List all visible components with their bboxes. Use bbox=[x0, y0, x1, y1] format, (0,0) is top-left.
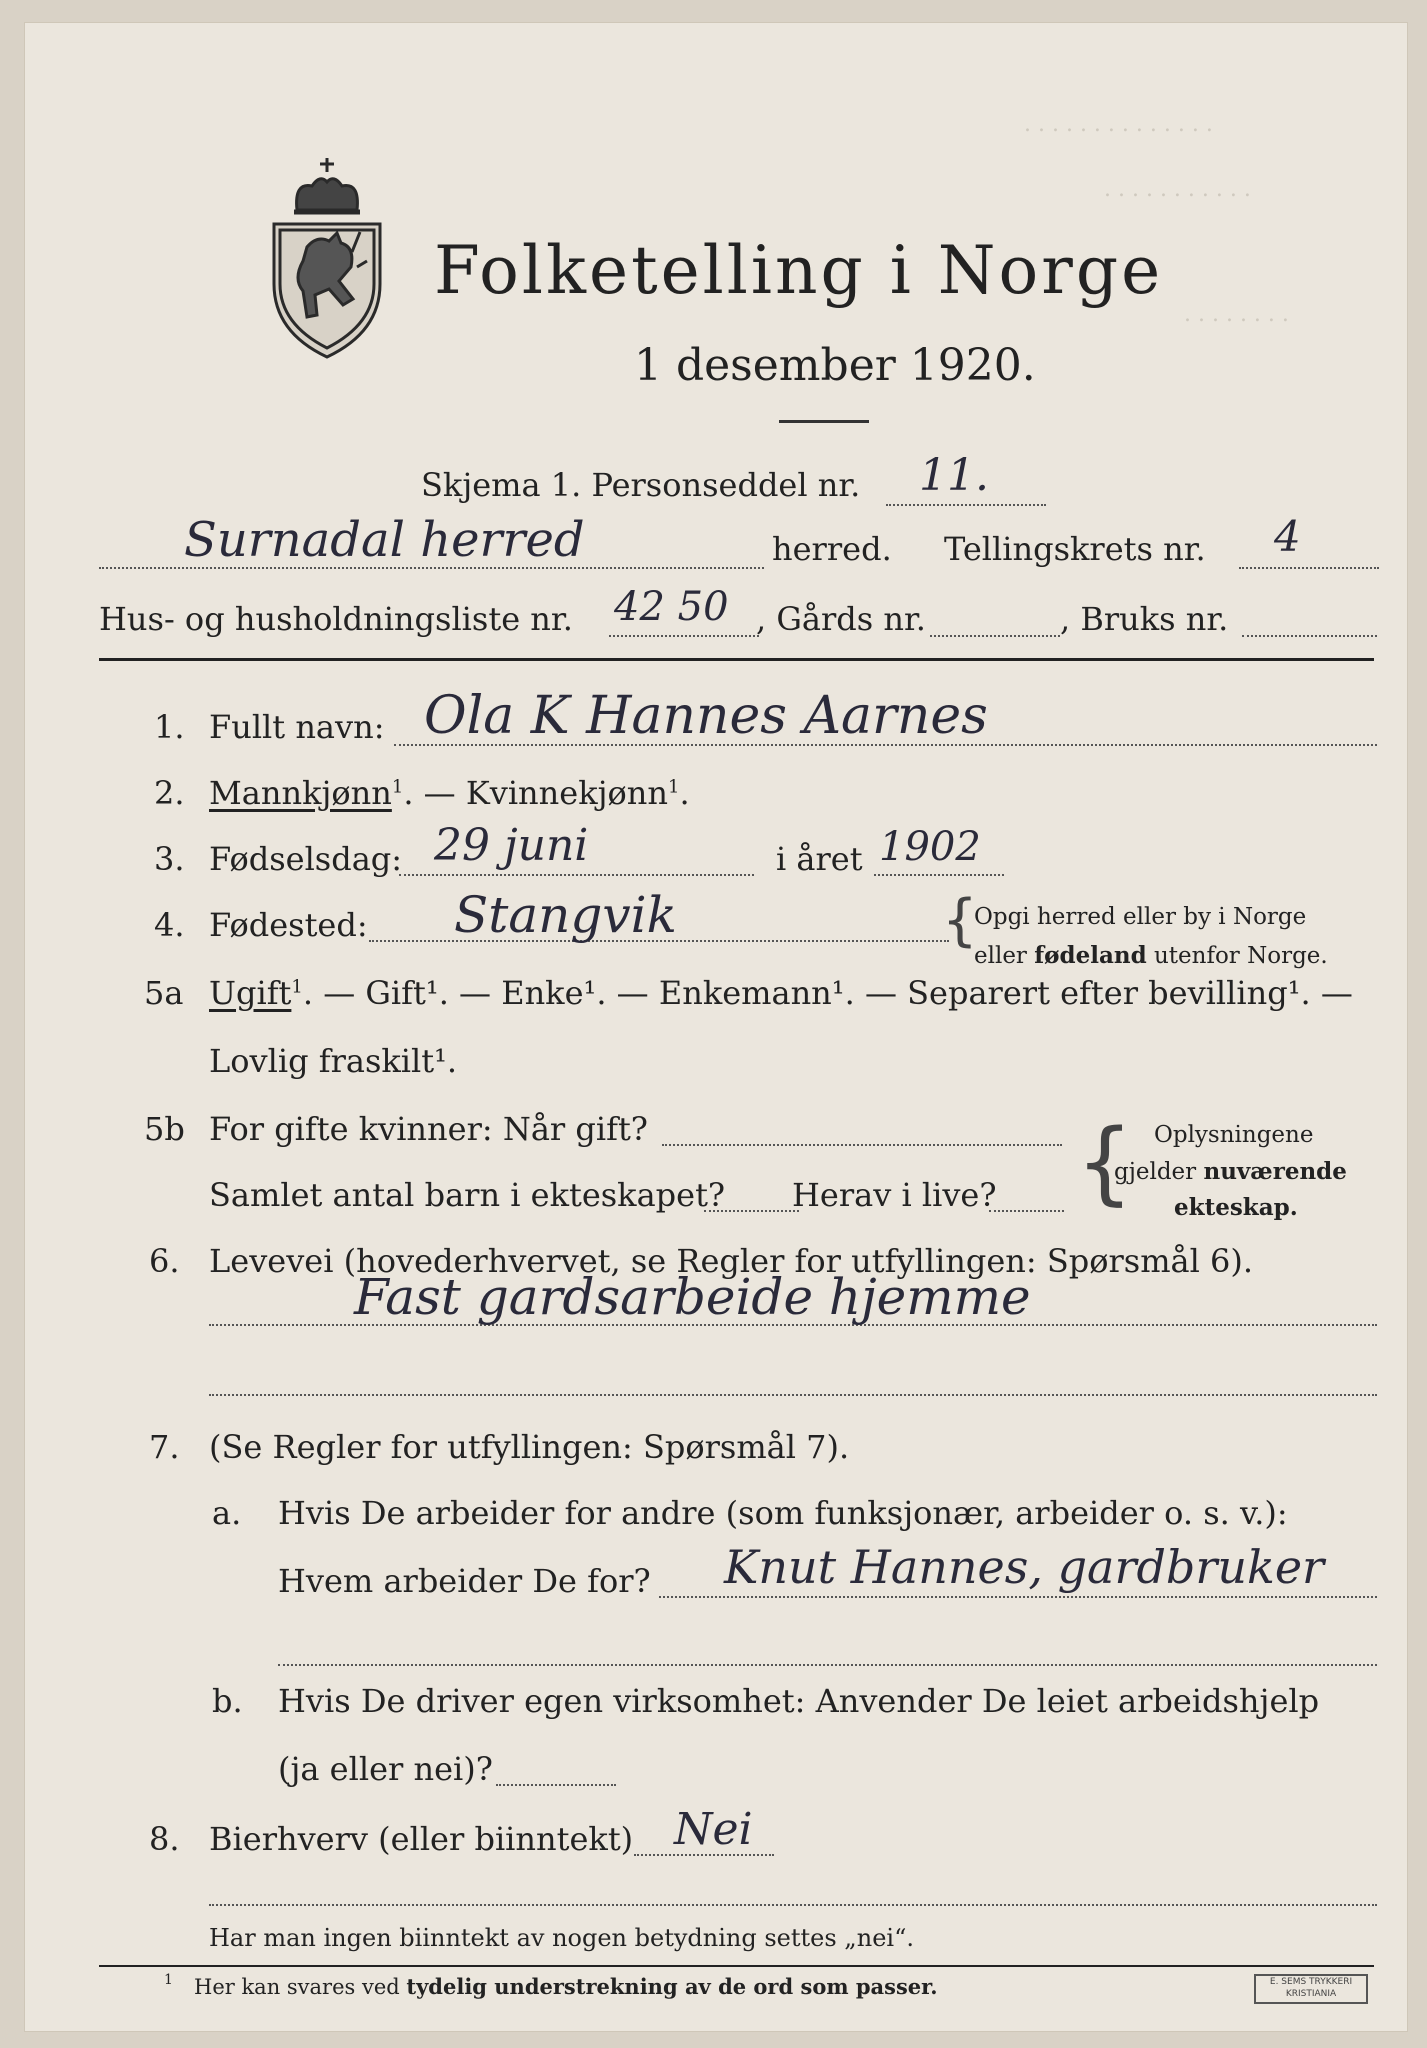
census-date: 1 desember 1920. bbox=[634, 340, 1036, 391]
full-name-value: Ola K Hannes Aarnes bbox=[424, 686, 988, 746]
q7b-label: Hvis De driver egen virksomhet: Anvender De leiet arbeidshjelp bbox=[278, 1682, 1320, 1720]
children-count-field[interactable] bbox=[704, 1210, 799, 1212]
birthyear-field[interactable] bbox=[874, 874, 1004, 876]
personseddel-value: 11. bbox=[919, 450, 989, 501]
employer-field-2[interactable] bbox=[278, 1664, 1377, 1666]
husholdningsliste-label: Hus- og husholdningsliste nr. bbox=[99, 600, 573, 638]
q1-label: Fullt navn: bbox=[209, 708, 385, 746]
bleed-through-text: . . . . . . . . bbox=[1184, 302, 1289, 327]
personseddel-field[interactable] bbox=[886, 504, 1046, 506]
marriage-note-1: Oplysningene bbox=[1154, 1122, 1314, 1148]
form-title: Folketelling i Norge bbox=[434, 232, 1164, 309]
bleed-through-text: . . . . . . . . . . . bbox=[1104, 177, 1251, 202]
q7-number: 7. bbox=[149, 1428, 180, 1466]
male-option[interactable]: Mannkjønn bbox=[209, 774, 392, 812]
children-alive-field[interactable] bbox=[989, 1210, 1064, 1212]
side-income-note: Har man ingen biinntekt av nogen betydning settes „nei“. bbox=[209, 1924, 914, 1952]
marital-status-line2: Lovlig fraskilt¹. bbox=[209, 1042, 458, 1080]
q4-number: 4. bbox=[154, 906, 185, 944]
q7a-number: a. bbox=[212, 1494, 242, 1532]
q1-number: 1. bbox=[154, 708, 185, 746]
census-form-page bbox=[24, 22, 1408, 2032]
footnote-text: Her kan svares ved tydelig understrekning av de ord som passer. bbox=[194, 1974, 938, 1999]
employer-label: Hvem arbeider De for? bbox=[278, 1562, 651, 1600]
employer-field[interactable] bbox=[659, 1596, 1377, 1598]
footnote-number: 1 bbox=[164, 1972, 173, 1988]
children-count-label: Samlet antal barn i ekteskapet? bbox=[209, 1176, 726, 1214]
herred-value: Surnadal herred bbox=[184, 512, 585, 568]
birthdate-value: 29 juni bbox=[434, 820, 589, 871]
q3-number: 3. bbox=[154, 840, 185, 878]
children-alive-label: Herav i live? bbox=[792, 1176, 997, 1214]
printer-stamp: E. SEMS TRYKKERI KRISTIANIA bbox=[1254, 1974, 1368, 2004]
birthyear-value: 1902 bbox=[879, 824, 981, 870]
side-income-field-2[interactable] bbox=[209, 1904, 1377, 1906]
married-when-label: For gifte kvinner: Når gift? bbox=[209, 1110, 648, 1148]
birthdate-field[interactable] bbox=[399, 874, 754, 876]
occupation-value: Fast gardsarbeide hjemme bbox=[354, 1268, 1031, 1326]
q8-number: 8. bbox=[149, 1820, 180, 1858]
title-divider bbox=[779, 420, 869, 423]
gender-options[interactable]: Mannkjønn$^1$. — Kvinnekjønn$^1$. bbox=[209, 774, 690, 812]
skjema-label: Skjema 1. Personseddel nr. bbox=[421, 466, 861, 504]
bleed-through-text: . . . . . . . . . . . . . . bbox=[1024, 112, 1213, 137]
gards-field[interactable] bbox=[930, 635, 1060, 637]
side-income-value: Nei bbox=[674, 1804, 753, 1855]
gards-label: , Gårds nr. bbox=[756, 600, 926, 638]
occupation-label: Levevei (hovederhvervet, se Regler for utfyllingen: Spørsmål 6). bbox=[209, 1242, 1254, 1280]
husholdningsliste-field[interactable] bbox=[609, 635, 759, 637]
employer-value: Knut Hannes, gardbruker bbox=[724, 1540, 1325, 1594]
q7a-label: Hvis De arbeider for andre (som funksjonær, arbeider o. s. v.): bbox=[278, 1494, 1288, 1532]
occupation-field-2[interactable] bbox=[209, 1394, 1377, 1396]
bruks-field[interactable] bbox=[1242, 635, 1377, 637]
hired-help-field[interactable] bbox=[496, 1784, 616, 1786]
tellingskrets-value: 4 bbox=[1274, 512, 1301, 561]
female-option[interactable]: Kvinnekjønn bbox=[465, 774, 668, 812]
marriage-note-2: gjelder nuværende bbox=[1114, 1158, 1347, 1185]
side-income-label: Bierhverv (eller biinntekt) bbox=[209, 1820, 634, 1858]
tellingskrets-field[interactable] bbox=[1239, 567, 1379, 569]
note-brace: { bbox=[1076, 1110, 1134, 1215]
birthplace-note-1: Opgi herred eller by i Norge bbox=[974, 904, 1307, 930]
birthplace-label: Fødested: bbox=[209, 906, 368, 944]
q6-number: 6. bbox=[149, 1242, 180, 1280]
norwegian-coat-of-arms-icon bbox=[262, 152, 392, 362]
tellingskrets-label: Tellingskrets nr. bbox=[944, 530, 1206, 568]
q2-number: 2. bbox=[154, 774, 185, 812]
hired-help-label: (ja eller nei)? bbox=[278, 1750, 493, 1788]
q7b-number: b. bbox=[212, 1682, 243, 1720]
q5a-number: 5a bbox=[144, 974, 184, 1012]
note-brace: { bbox=[942, 888, 978, 953]
section-divider bbox=[99, 658, 1374, 661]
footer-divider bbox=[99, 1965, 1374, 1967]
husholdningsliste-value: 42 50 bbox=[614, 584, 729, 630]
q7-label: (Se Regler for utfyllingen: Spørsmål 7). bbox=[209, 1428, 850, 1466]
birthplace-note-2: eller fødeland utenfor Norge. bbox=[974, 942, 1328, 969]
marital-status-options[interactable]: Ugift$^1$. — Gift¹. — Enke¹. — Enkemann¹. — Separert efter bevilling¹. — bbox=[209, 974, 1353, 1012]
ugift-option[interactable]: Ugift bbox=[209, 974, 292, 1012]
married-when-field[interactable] bbox=[662, 1144, 1062, 1146]
q5b-number: 5b bbox=[144, 1110, 185, 1148]
birthdate-label: Fødselsdag: bbox=[209, 840, 403, 878]
marriage-note-3: ekteskap. bbox=[1174, 1194, 1298, 1221]
herred-label: herred. bbox=[772, 530, 892, 568]
bruks-label: , Bruks nr. bbox=[1060, 600, 1229, 638]
birthplace-value: Stangvik bbox=[454, 886, 677, 944]
birthyear-label: i året bbox=[776, 840, 863, 878]
